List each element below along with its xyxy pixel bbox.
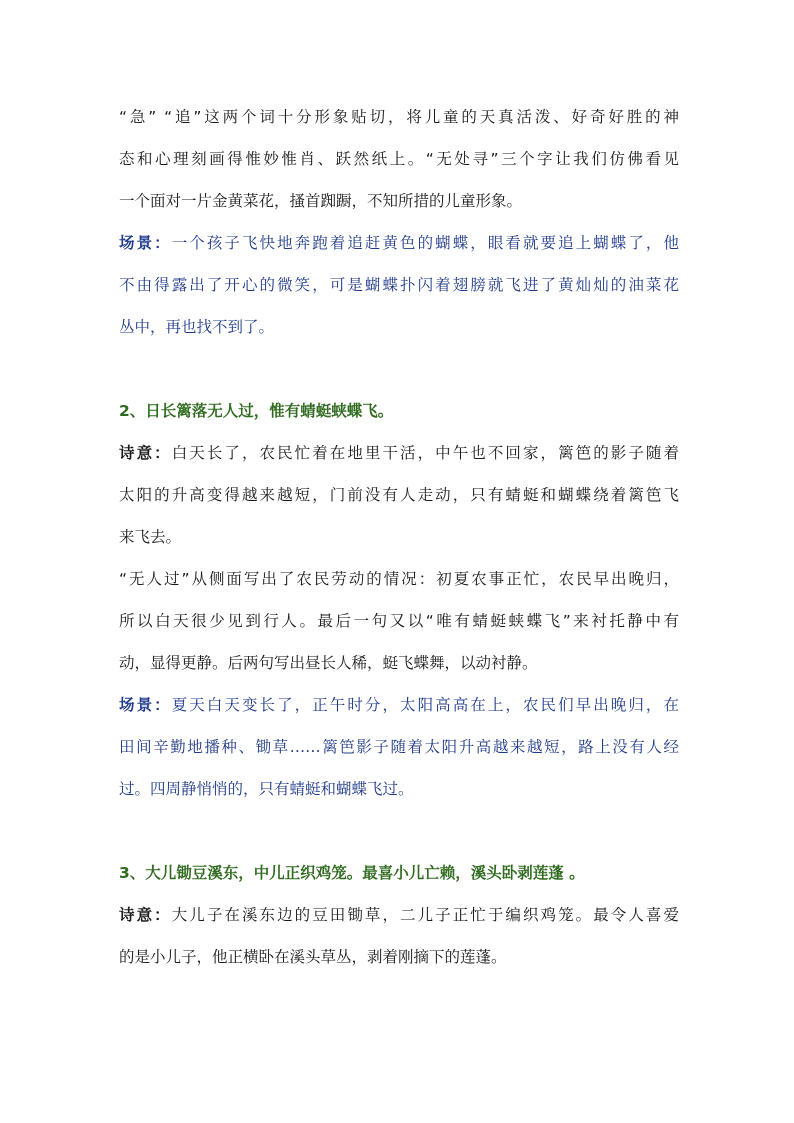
paragraph-text-line: 动，显得更静。后两句写出昼长人稀，蜓飞蝶舞，以动衬静。 [119, 654, 538, 672]
scene-text: 夏天白天变长了，正午时分，太阳高高在上，农民们早出晚归，在 [171, 696, 679, 714]
meaning-paragraph-line [119, 443, 679, 463]
scene-paragraph-line [119, 695, 679, 715]
meaning-paragraph-line: 的是小儿子，他正横卧在溪头草丛，剥着刚摘下的莲蓬。 [119, 948, 507, 966]
paragraph-text-line: “无人过”从侧面写出了农民劳动的情况：初夏农事正忙，农民早出晚归， [119, 570, 679, 588]
poem-line-heading: 3、大儿锄豆溪东，中儿正织鸡笼。最喜小儿亡赖，溪头卧剥莲蓬 。 [119, 864, 585, 882]
scene-paragraph-line: 丛中，再也找不到了。 [119, 318, 275, 336]
meaning-label: 诗意： [119, 906, 172, 924]
scene-paragraph-line: 过。四周静悄悄的，只有蜻蜓和蝴蝶飞过。 [119, 780, 414, 798]
scene-text: 一个孩子飞快地奔跑着追赶黄色的蝴蝶，眼看就要追上蝴蝶了，他 [171, 234, 679, 252]
paragraph-text-line: 态和心理刻画得惟妙惟肖、跃然纸上。“无处寻”三个字让我们仿佛看见 [119, 150, 679, 168]
scene-paragraph-line [119, 233, 679, 253]
meaning-paragraph-line: 太阳的升高变得越来越短，门前没有人走动，只有蜻蜓和蝴蝶绕着篱笆飞 [119, 486, 679, 504]
poem-line-heading: 2、日长篱落无人过，惟有蜻蜓蛱蝶飞。 [119, 402, 394, 420]
meaning-label: 诗意： [119, 444, 172, 462]
meaning-paragraph-line: 来飞去。 [119, 528, 182, 546]
scene-paragraph-line: 不由得露出了开心的微笑，可是蝴蝶扑闪着翅膀就飞进了黄灿灿的油菜花 [119, 276, 679, 294]
paragraph-text-line: 一个面对一片金黄菜花，搔首踟蹰，不知所措的儿童形象。 [119, 192, 523, 210]
meaning-paragraph-line [119, 905, 679, 925]
scene-label: 场景： [119, 696, 172, 714]
meaning-text: 大儿子在溪东边的豆田锄草，二儿子正忙于编织鸡笼。最令人喜爱 [171, 906, 679, 924]
scene-label: 场景： [119, 234, 172, 252]
paragraph-text-line: “急” “追”这两个词十分形象贴切，将儿童的天真活泼、好奇好胜的神 [119, 108, 679, 126]
meaning-text: 白天长了，农民忙着在地里干活，中午也不回家，篱笆的影子随着 [171, 444, 679, 462]
paragraph-text-line: 所以白天很少见到行人。最后一句又以“唯有蜻蜓蛱蝶飞”来衬托静中有 [119, 612, 679, 630]
scene-paragraph-line: 田间辛勤地播种、锄草……篱笆影子随着太阳升高越来越短，路上没有人经 [119, 738, 679, 756]
